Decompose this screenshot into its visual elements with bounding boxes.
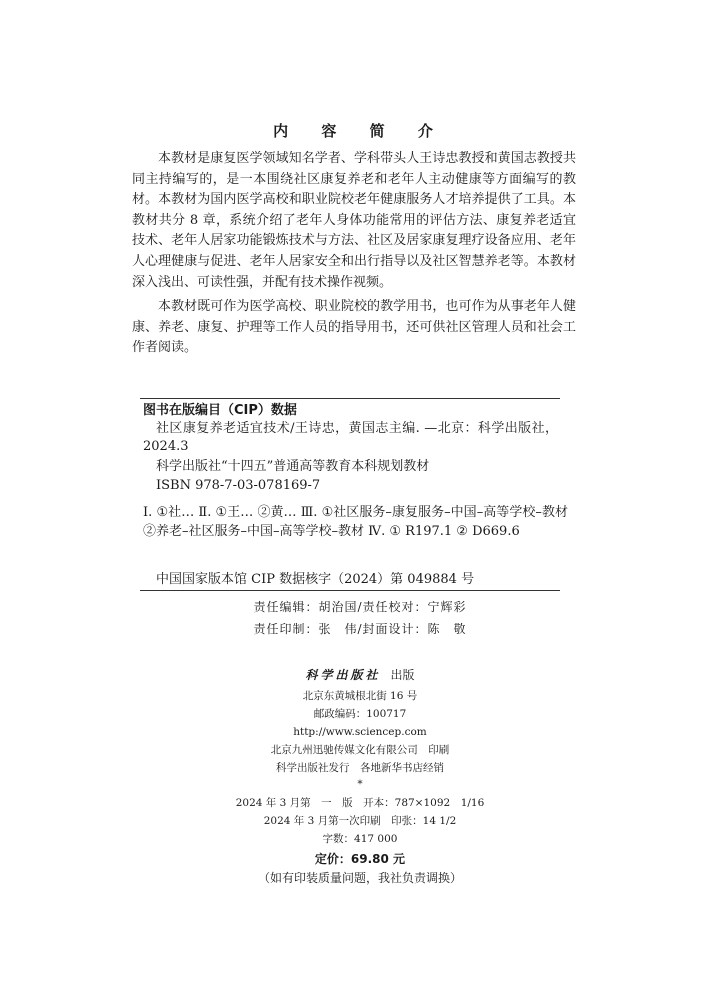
publisher-line: [0, 666, 720, 684]
impression-line: 2024 年 3 月第一次印刷 印张：14 1/2: [263, 815, 457, 827]
summary-paragraph-1: 本教材是康复医学领域知名学者、学科带头人王诗忠教授和黄国志教授共同主持编写的，是一本围绕社区康复养老和老年人主动健康等方面编写的教材。本教材为国内医学高校和职业院校老年健康服务人才培养提供了工具。本教材共分 8 章，系统介绍了老年人身体功能常用的评估方法、康复养老适宜技术、老年人居家功能锻炼技术与方法、社区及居家康复理疗设备应用、老年人心理健康与促进、老年人居家安全和出行指导以及社区智慧养老等。本教材深入浅出、可读性强，并配有技术操作视频。: [132, 151, 576, 290]
cip-heading: 图书在版编目（CIP）数据: [143, 403, 297, 418]
staff-editors: 责任编辑：胡治国/责任校对：宁辉彩: [253, 600, 467, 614]
summary-paragraph-2: 本教材既可作为医学高校、职业院校的教学用书，也可作为从事老年人健康、养老、康复、护理等工作人员的指导用书，还可供社区管理人员和社会工作者阅读。: [132, 299, 576, 356]
edition-line: 2024 年 3 月第 一 版 开本：787×1092 1/16: [235, 797, 485, 809]
publisher-suffix: 出版: [390, 668, 415, 682]
publisher-url: http://www.sciencep.com: [293, 726, 427, 738]
publisher-postcode: 邮政编码：100717: [313, 708, 407, 720]
cip-record-number: 中国国家版本馆 CIP 数据核字（2024）第 049884 号: [156, 572, 475, 587]
separator-star: *: [357, 778, 363, 790]
staff-production: 责任印制：张 伟/封面设计：陈 敬: [253, 622, 467, 636]
cip-isbn: ISBN 978-7-03-078169-7: [156, 478, 321, 493]
cip-bottom-divider: [140, 590, 560, 591]
cip-top-divider: [140, 398, 560, 399]
publisher-address: 北京东黄城根北街 16 号: [302, 690, 418, 702]
distribution-line: 科学出版社发行 各地新华书店经销: [276, 762, 444, 774]
price: 定价：69.80 元: [314, 852, 406, 866]
quality-note: （如有印装质量问题，我社负责调换）: [257, 871, 462, 885]
cip-series: 科学出版社“十四五”普通高等教育本科规划教材: [156, 459, 430, 474]
page-title: 内 容 简 介: [273, 122, 447, 140]
cip-classification: Ⅰ. ①社… Ⅱ. ①王… ②黄… Ⅲ. ①社区服务–康复服务–中国–高等学校–教材 ②养老–社区服务–中国–高等学校–教材 Ⅳ. ① R197.1 ② D669.6: [143, 505, 568, 539]
publisher-logo: 科学出版社: [305, 668, 381, 682]
word-count: 字数：417 000: [322, 833, 398, 845]
printer-line: 北京九州迅驰传媒文化有限公司 印刷: [270, 744, 450, 756]
cip-title-line: 社区康复养老适宜技术/王诗忠，黄国志主编. —北京：科学出版社，2024.3: [143, 421, 558, 454]
